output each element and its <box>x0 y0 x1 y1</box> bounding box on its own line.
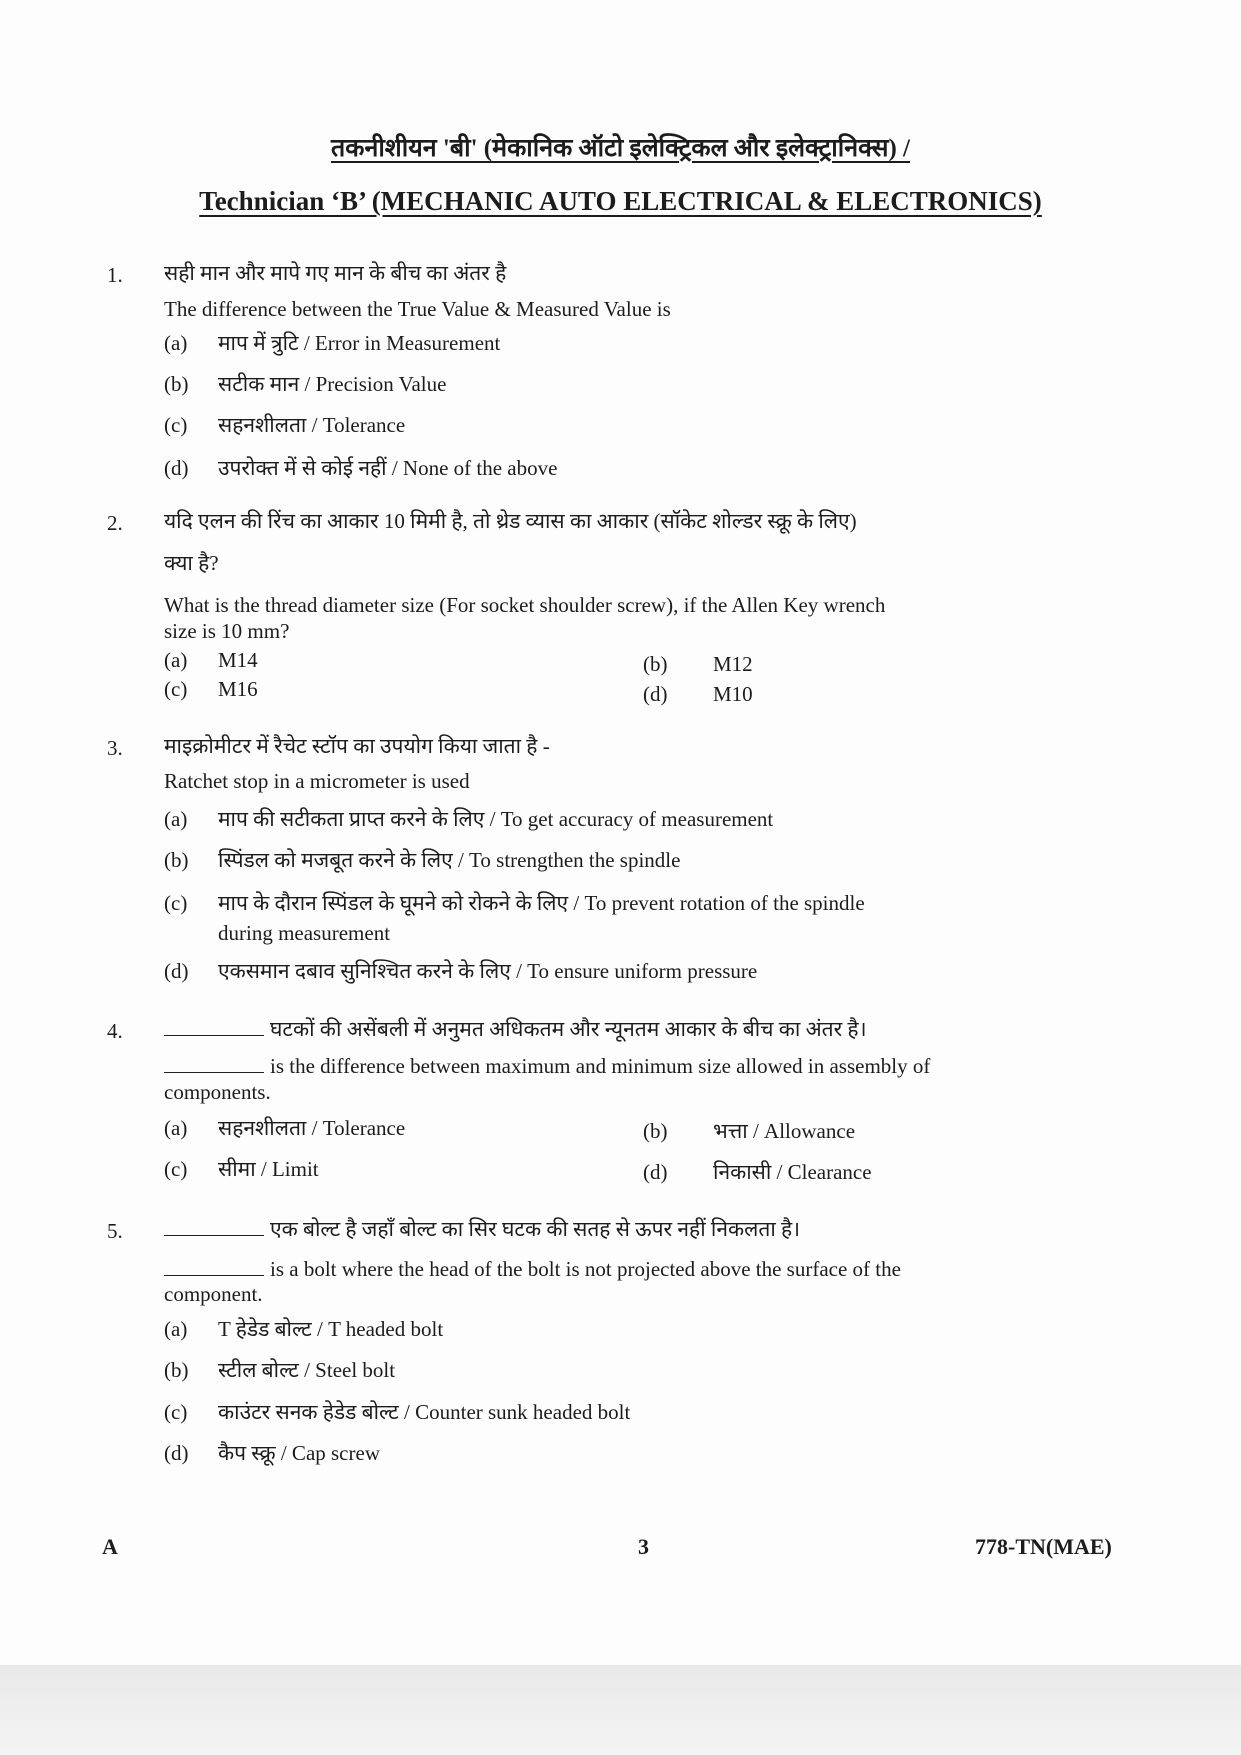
option-label: (b) <box>643 1119 668 1143</box>
option-d: एकसमान दबाव सुनिश्चित करने के लिए / To ensure uniform pressure <box>218 959 758 983</box>
option-label: (a) <box>164 1317 188 1341</box>
option-d: कैप स्क्रू / Cap screw <box>218 1441 380 1465</box>
paper-code: 778-TN(MAE) <box>975 1534 1112 1559</box>
question-text-hindi: एक बोल्ट है जहाँ बोल्ट का सिर घटक की सतह से ऊपर नहीं निकलता है। <box>270 1217 801 1241</box>
question-text-english-cont: component. <box>164 1282 263 1306</box>
option-c: काउंटर सनक हेडेड बोल्ट / Counter sunk headed bolt <box>218 1400 631 1424</box>
option-label: (c) <box>164 891 188 915</box>
option-label: (d) <box>164 959 189 983</box>
answer-blank <box>164 1235 264 1236</box>
page-title-english: Technician ‘B’ (MECHANIC AUTO ELECTRICAL & ELECTRONICS) <box>199 186 1042 216</box>
question-number: 4. <box>107 1019 123 1043</box>
question-text-hindi: यदि एलन की रिंच का आकार 10 मिमी है, तो थ्रेड व्यास का आकार (सॉकेट शोल्डर स्क्रू के लिए) <box>164 509 857 533</box>
answer-blank <box>164 1035 264 1036</box>
question-number: 2. <box>107 511 123 535</box>
option-label: (d) <box>643 682 668 706</box>
option-label: (b) <box>164 372 189 396</box>
option-label: (a) <box>164 331 188 355</box>
option-label: (c) <box>164 1157 188 1181</box>
option-c: सहनशीलता / Tolerance <box>218 413 406 437</box>
question-text-english-cont: components. <box>164 1080 271 1104</box>
option-label: (c) <box>164 413 188 437</box>
option-b: M12 <box>713 652 753 676</box>
option-label: (d) <box>643 1160 668 1184</box>
question-number: 5. <box>107 1219 123 1243</box>
scan-edge <box>0 1665 1241 1755</box>
option-d: उपरोक्त में से कोई नहीं / None of the above <box>218 456 558 480</box>
answer-blank <box>164 1072 264 1073</box>
option-label: (c) <box>164 1400 188 1424</box>
option-label: (a) <box>164 807 188 831</box>
option-a: M14 <box>218 648 258 672</box>
page-number: 3 <box>638 1534 649 1559</box>
option-label: (b) <box>164 1358 189 1382</box>
question-number: 1. <box>107 263 123 287</box>
option-label: (d) <box>164 1441 189 1465</box>
booklet-series: A <box>102 1534 118 1559</box>
option-d: M10 <box>713 682 753 706</box>
option-c: सीमा / Limit <box>218 1157 319 1181</box>
option-label: (d) <box>164 456 189 480</box>
question-text-hindi-cont: क्या है? <box>164 551 219 575</box>
option-label: (b) <box>643 652 668 676</box>
question-text-hindi: घटकों की असेंबली में अनुमत अधिकतम और न्यूनतम आकार के बीच का अंतर है। <box>270 1017 867 1041</box>
answer-blank <box>164 1275 264 1276</box>
option-label: (c) <box>164 677 188 701</box>
question-text-english: Ratchet stop in a micrometer is used <box>164 769 470 793</box>
option-a: सहनशीलता / Tolerance <box>218 1116 406 1140</box>
option-label: (a) <box>164 648 188 672</box>
option-label: (a) <box>164 1116 188 1140</box>
page-title-hindi: तकनीशीयन 'बी' (मेकानिक ऑटो इलेक्ट्रिकल और इलेक्ट्रानिक्स) / <box>331 135 910 162</box>
option-a: माप में त्रुटि / Error in Measurement <box>218 331 501 355</box>
option-c-cont: during measurement <box>218 921 391 945</box>
option-b: स्पिंडल को मजबूत करने के लिए / To strengthen the spindle <box>218 848 681 872</box>
question-text-english: What is the thread diameter size (For socket shoulder screw), if the Allen Key wrench <box>164 593 886 617</box>
question-text-english: is the difference between maximum and minimum size allowed in assembly of <box>270 1054 931 1078</box>
option-d: निकासी / Clearance <box>713 1160 872 1184</box>
question-text-english: The difference between the True Value & Measured Value is <box>164 297 671 321</box>
question-text-english-cont: size is 10 mm? <box>164 619 290 643</box>
option-label: (b) <box>164 848 189 872</box>
question-number: 3. <box>107 736 123 760</box>
option-b: सटीक मान / Precision Value <box>218 372 447 396</box>
question-text-english: is a bolt where the head of the bolt is not projected above the surface of the <box>270 1257 901 1281</box>
option-b: स्टील बोल्ट / Steel bolt <box>218 1358 396 1382</box>
option-a: माप की सटीकता प्राप्त करने के लिए / To get accuracy of measurement <box>218 807 774 831</box>
question-text-hindi: सही मान और मापे गए मान के बीच का अंतर है <box>164 261 507 285</box>
question-text-hindi: माइक्रोमीटर में रैचेट स्टॉप का उपयोग किया जाता है - <box>164 734 550 758</box>
option-c: M16 <box>218 677 258 701</box>
option-a: T हेडेड बोल्ट / T headed bolt <box>218 1317 444 1341</box>
option-c: माप के दौरान स्पिंडल के घूमने को रोकने के लिए / To prevent rotation of the spindle <box>218 891 865 915</box>
option-b: भत्ता / Allowance <box>713 1119 856 1143</box>
